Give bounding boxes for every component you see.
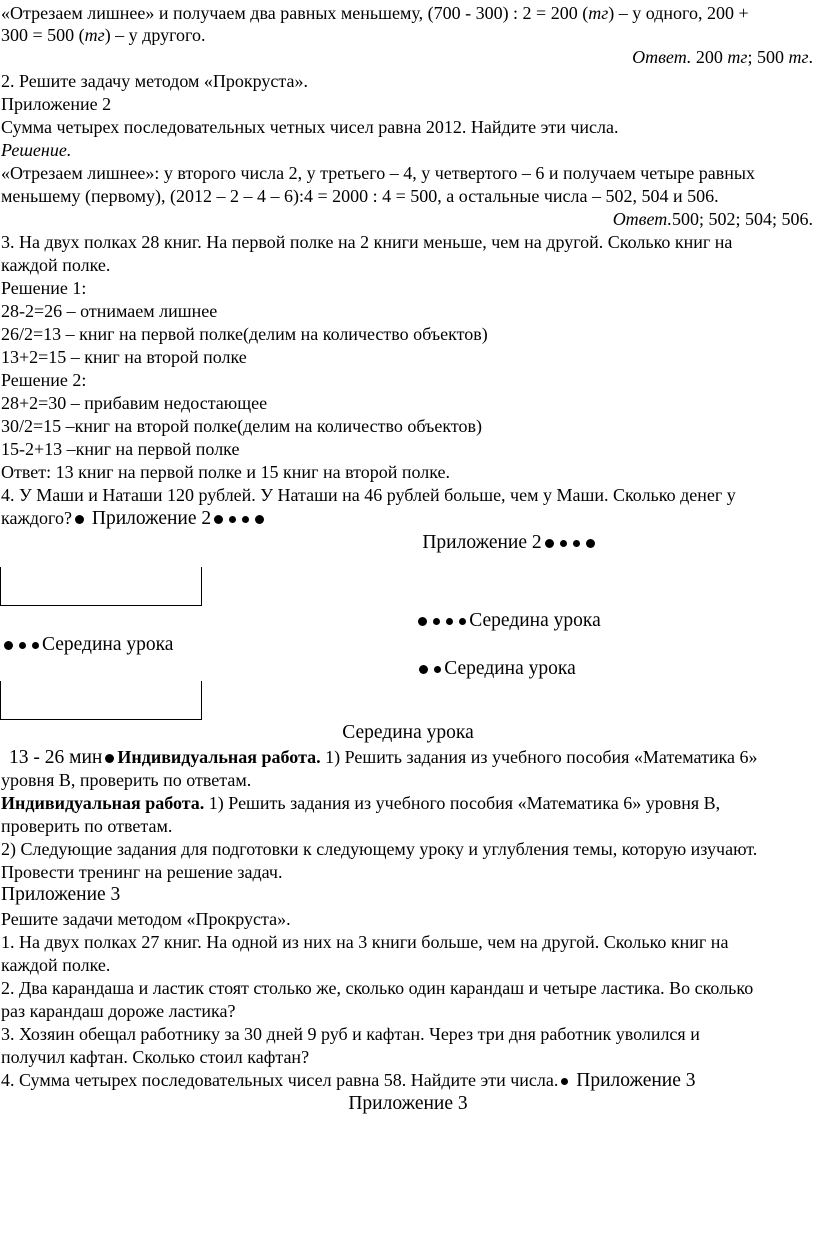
mid-lesson-label: Середина урока [0,658,816,680]
text-line: 4. У Маши и Наташи 120 рублей. У Наташи на 46 рублей больше, чем у Маши. Сколько денег у [1,485,736,505]
answer-line: Ответ.500; 502; 504; 506. [612,209,813,229]
mid-lesson-label: Середина урока [1,634,173,656]
bullet-icon [434,666,441,673]
bullet-icon [75,515,84,524]
text-line: Решение 2: [1,370,87,390]
text-line: 28+2=30 – прибавим недостающее [1,393,268,413]
text-line: 30/2=15 –книг на второй полке(делим на количество объектов) [1,416,482,436]
text-line: 4. Сумма четырех последовательных чисел равна 58. Найдите эти числа. Приложение 3 [1,1070,696,1091]
text-line: меньшему (первому), (2012 – 2 – 4 – 6):4 = 2000 : 4 = 500, а остальные числа – 502, 504 и 506. [1,186,719,206]
mid-lesson-label: Середина урока [0,610,816,632]
text-line: 1. На двух полках 27 книг. На одной из них на 3 книги больше, чем на другой. Сколько книг на [1,932,729,952]
text-line: Сумма четырех последовательных четных чисел равна 2012. Найдите эти числа. [1,117,619,137]
bullet-icon [561,1078,568,1085]
text-line: Индивидуальная работа. 1) Решить задания из учебного пособия «Математика 6» уровня В, [1,793,721,813]
task-heading: 2. Решите задачу методом «Прокруста». [1,71,308,91]
text-line: 13 - 26 мин Индивидуальная работа. 1) Решить задания из учебного пособия «Математика 6» [9,747,758,768]
bullet-icon [214,515,223,524]
answer-box [0,681,202,720]
bullet-icon [545,539,554,548]
text-line: «Отрезаем лишнее»: у второго числа 2, у третьего – 4, у четвертого – 6 и получаем четыре равных [1,163,755,183]
bullet-icon [418,617,427,626]
answer-box [0,567,202,606]
appendix-label: Приложение 3 [1,884,121,905]
text-line: Решите задачи методом «Прокруста». [1,909,291,929]
bullet-icon [229,516,236,523]
text-line: каждой полке. [1,255,111,275]
bullet-icon [105,754,114,763]
text-line: «Отрезаем лишнее» и получаем два равных меньшему, (700 - 300) : 2 = 200 (тг) – у одного, 200 + [1,3,749,23]
bullet-icon [586,539,595,548]
bullet-icon [255,515,264,524]
text-line: 300 = 500 (тг) – у другого. [1,25,206,45]
bullet-icon [32,642,39,649]
text-line: 3. На двух полках 28 книг. На первой полке на 2 книги меньше, чем на другой. Сколько книг на [1,232,733,252]
text-line: раз карандаш дороже ластика? [1,1001,236,1021]
bullet-icon [446,618,453,625]
text-line: 3. Хозяин обещал работнику за 30 дней 9 руб и кафтан. Через три дня работник уволился и [1,1024,700,1044]
bullet-icon [19,642,26,649]
solution-label: Решение. [1,140,72,160]
text-line: 2. Два карандаша и ластик стоят столько же, сколько один карандаш и четыре ластика. Во сколько [1,978,754,998]
appendix-label: Приложение 2 [0,532,816,554]
mid-lesson-label: Середина урока [342,722,474,743]
bullet-icon [419,665,428,674]
text-line: уровня В, проверить по ответам. [1,770,252,790]
text-line: Решение 1: [1,278,87,298]
bullet-icon [560,540,567,547]
answer-line: Ответ. 200 тг; 500 тг. [632,47,813,67]
text-line: Ответ: 13 книг на первой полке и 15 книг на второй полке. [1,462,451,482]
text-line: 15-2+13 –книг на первой полке [1,439,240,459]
text-line: проверить по ответам. [1,816,173,836]
bullet-icon [573,540,580,547]
text-line: Провести тренинг на решение задач. [1,862,283,882]
text-line: каждой полке. [1,955,111,975]
appendix-label: Приложение 3 [348,1093,468,1114]
bullet-icon [459,618,466,625]
text-line: 26/2=13 – книг на первой полке(делим на количество объектов) [1,324,488,344]
text-line: 13+2=15 – книг на второй полке [1,347,247,367]
text-line: каждого? Приложение 2 [1,507,267,530]
appendix-label: Приложение 2 [1,94,112,114]
bullet-icon [242,516,249,523]
bullet-icon [433,618,440,625]
text-line: 28-2=26 – отнимаем лишнее [1,301,218,321]
text-line: 2) Следующие задания для подготовки к следующему уроку и углубления темы, которую изучают. [1,839,758,859]
bullet-icon [4,641,13,650]
text-line: получил кафтан. Сколько стоил кафтан? [1,1047,310,1067]
